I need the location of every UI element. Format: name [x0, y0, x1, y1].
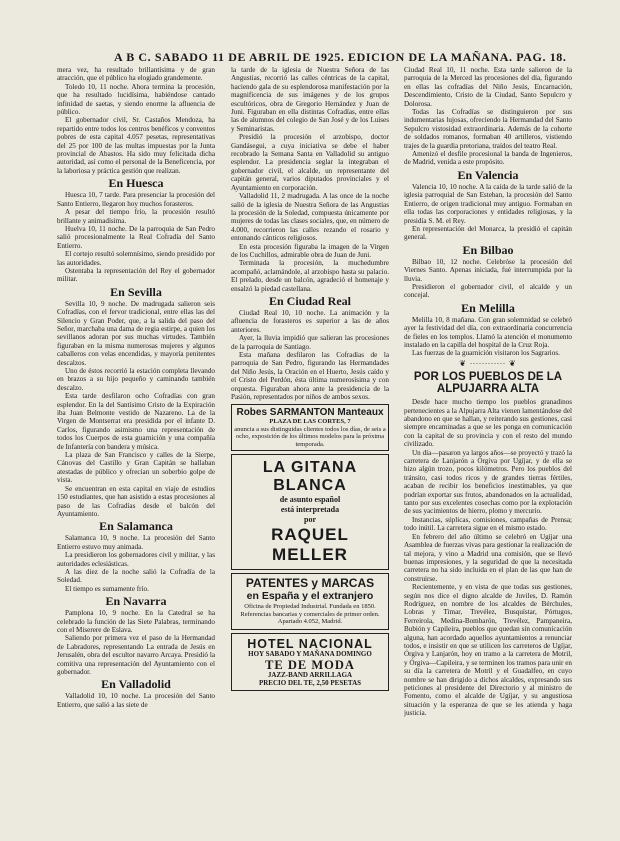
section-heading-salamanca: En Salamanca [99, 519, 173, 534]
ad-line: está interpretada [280, 505, 340, 515]
paragraph: Valladolid 10, 10 noche. La procesión del Santo Entierro, que salió a las siete de [57, 692, 215, 709]
paragraph: A las diez de la noche salió la Cofradía de la Soledad. [57, 567, 215, 585]
paragraph: Desde hace mucho tiempo los pueblos granadinos pertenecientes a la Alpujarra Alta vienen lamentándose del abandono en que se hallan, y reiterando sus gestiones, casi siempre encaminadas a que se les ponga en comunicación con la capital de su provincia y con el resto del mundo civilizado. [404, 398, 572, 449]
ad-body: anuncia a sus distinguidas clientes todos los días, de seis a ocho, exposición de los últimos modelos para la próxima temporada. [234, 425, 386, 448]
paragraph: mera vez, ha resultado brillantísima y de gran atracción, que el público ha elogiado grandemente. [57, 66, 215, 83]
ad-title: Robes SARMANTON Manteaux [236, 407, 384, 419]
paragraph: Valladolid 11, 2 madrugada. A las once de la noche salió de la iglesia de Nuestra Señora de las Angustias la procesión de la Soledad, compuesta únicamente por mujeres de todas las clases sociales, que, en número de 4.000, recorrieron las calles rezando el rosario y entonando cánticos religiosos. [231, 192, 389, 243]
paragraph: Toledo 10, 11 noche. Ahora termina la procesión, que ha resultado lucidísima, habiéndose cantado infinidad de saetas, y siendo enorme la afluencia de público. [57, 82, 215, 117]
column-2 [231, 66, 389, 836]
ad-title: PATENTES y MARCAS [245, 576, 375, 591]
paragraph: Salamanca 10, 9 noche. La procesión del Santo Entierro estuvo muy animada. [57, 534, 215, 551]
paragraph: Las fuerzas de la guarnición visitaron los Sagrarios. [412, 349, 560, 358]
paragraph: Sevilla 10, 9 noche. De madrugada salieron seis Cofradías, con el fervor tradicional, entre ellas las del Silencio y Gran Poder, que, a la salida del paso del Señor, marchaba una dama de regia estirpe, a quien los sevillanos adoran por sus muchas virtudes. También figuraban en la misma numerosas mujeres y algunos caballeros con velas encendidas, y mayoría penitentes descalzos. [57, 299, 215, 367]
advertisement-hotel-nacional [231, 633, 389, 692]
running-head: A B C. SABADO 11 DE ABRIL DE 1925. EDICION DE LA MAÑANA. PAG. 18. [114, 50, 567, 64]
ad-title: HOTEL NACIONAL [247, 636, 373, 651]
paragraph: Instancias, súplicas, comisiones, campañas de Prensa; todo inútil. La carretera sigue en el mismo estado. [404, 515, 572, 533]
section-heading-huesca: En Huesca [108, 176, 164, 191]
column-1 [57, 66, 215, 836]
paragraph: Saliendo por primera vez el paso de la Hermandad de Labradores, representando La entrada de Jesús en Jerusalén, obra del escultor navarro Arcaya. Presidió la comitiva una representación del Ayuntamiento con el gobernador. [57, 634, 215, 676]
paragraph: Esta tarde desfilaron ocho Cofradías con gran esplendor. En la del Santísimo Cristo de la Expiración iba Juan Belmonte vestido de Nazareno. La de la Virgen de Montserrat era presidida por el infante D. Carlos, figurando asimismo una representación de todos los Cuerpos de esta guarnición y una compañía de Infantería con bandera y música. [57, 392, 215, 451]
paragraph: En esta procesión figuraba la imagen de la Virgen de los Cuchillos, admirable obra de Juan de Juni. [231, 242, 389, 259]
paragraph: Bilbao 10, 12 noche. Celebróse la procesión del Viernes Santo. Apenas iniciada, fué interrumpida por la lluvia. [404, 257, 572, 283]
paragraph: Ayer, la lluvia impidió que salieran las procesiones de la parroquia de Santiago. [231, 334, 389, 351]
paragraph: La presidieron los gobernadores civil y militar, y las autoridades eclesiásticas. [57, 551, 215, 568]
paragraph: Esta mañana desfilaron las Cofradías de la parroquia de San Pedro, figurando las Hermandades del Niño Jesús, la Oración en el Huerto, Jesús caído y el Cristo del Perdón, ésta última numerosísima y con orquesta. Figuraban ahora ante la presidencia de la Pasión, representados por niños de ambos sexos. [231, 351, 389, 402]
advertisement-patentes [231, 573, 389, 629]
paragraph: Ciudad Real 10, 10 noche. La animación y la afluencia de forasteros es superior a las de años anteriores. [231, 308, 389, 334]
ornament-divider: ❦ ∙∙∙∙∙∙∙∙∙∙∙∙ ❦ [459, 358, 517, 368]
ad-subtitle: en España y el extranjero [246, 590, 374, 603]
section-heading-valladolid: En Valladolid [101, 677, 171, 692]
section-heading-navarra: En Navarra [105, 594, 167, 609]
section-heading-bilbao: En Bilbao [462, 242, 514, 257]
paragraph: Un día—pasaron ya largos años—se proyectó y trazó la carretera de Lanjarón a Órgiva por Ugíjar, y de ella se hizo algún trozo, pocos kilómetros. Pero los pueblos del tránsito, casi todos ricos y de grandes tierras fértiles, acaban de recibir los beneficios inestimables, ya que podrían exportar sus frutos, abandonados en la actualidad, tanto por sus excelentes cosechas como por la explotación de sus yacimientos de hierro, plomo y mercurio. [404, 448, 572, 516]
ad-address: PLAZA DE LAS CORTES, 7 [269, 418, 351, 426]
ad-film-title: LA GITANA BLANCA [262, 459, 358, 495]
ad-subtitle: HOY SABADO Y MAÑANA DOMINGO [248, 649, 372, 658]
paragraph: Terminada la procesión, la muchedumbre acompañó, aclamándole, al arzobispo hasta su palacio. El prelado, desde un balcón, agradeció el homenaje y ensalzó la piedad castellana. [231, 259, 389, 293]
section-heading-melilla: En Melilla [461, 300, 515, 315]
paragraph: Recientemente, y en vista de que todas sus gestiones, según nos dice el digno alcalde de Juviles, D. Ramón Rodríguez, en nombre de los alcaldes de Bérchules, Lobras y Timar, Trevélez, Busquístar, Pórtugos, Ferreirola, Medina-Bombarón, Trevélez, Pampaneira, Bubión y Capileira, pueblos que quedan sin comunicación alguna, han acordado aquellos ayuntamientos a renunciar todos, e insistir en que se utilicen los carreteros de Ugíjar, Órgiva y Lanjarón, hoy en tramo a la carretera de Motril, y Órgiva—Capileira, y se terminen los tramos para unir en su día la carretera de Motril y el Guadalfeo, en cuyo nombre se han dirigido a dichos alcaldes, expresando sus peticiones al presidente del Directorio y al ministro de Fomento, como el alcalde de Ugíjar, y su angustiosa situación y la esperanza de que se les atienda y haga justicia. [404, 583, 572, 718]
section-heading-ciudad-real: En Ciudad Real [268, 293, 352, 308]
paragraph: Huelva 10, 11 noche. De la parroquia de San Pedro salió procesionalmente la Real Cofradía del Santo Entierro. [57, 224, 215, 250]
paragraph: Ostentaba la representación del Rey el gobernador militar. [57, 266, 215, 284]
ad-main: TE DE MODA [265, 658, 355, 673]
paragraph: la tarde de la iglesia de Nuestra Señora de las Angustias, recorrió las calles céntricas de la capital, haciendo gala de su esplendorosa manifestación por la magnificencia de sus imágenes y de los grupos escultóricos, obra de Gregorio Hernández y Juan de Juni. Figuraban en ella distintas Cofradías, entre ellas las de alumnos del colegio de San José y de los Luises y Seminaristas. [231, 66, 389, 133]
paragraph: Valencia 10, 10 noche. A la caída de la tarde salió de la iglesia parroquial de San Esteban, la procesión del Santo Entierro, de origen tradicional muy antiguo. Formaban en ella todas las corporaciones y entidades religiosas, y la presidía S. M. el Rey. [404, 182, 572, 225]
paragraph: El cortejo resultó solemnísimo, siendo presidido por las autoridades. [57, 250, 215, 267]
article-headline: POR LOS PUEBLOS DE LA ALPUJARRA ALTA [413, 371, 563, 396]
paragraph: A pesar del tiempo frío, la procesión resultó brillante y animadísima. [57, 208, 215, 225]
ad-line: por [304, 515, 316, 525]
ad-jazz: JAZZ-BAND ARRILLAGA [267, 671, 353, 680]
paragraph: El tiempo es sumamente frío. [65, 584, 149, 593]
ad-line: de asunto español [279, 495, 341, 505]
paragraph: Huesca 10, 7 tarde. Para presenciar la procesión del Santo Entierro, llegaron hoy muchos forasteros. [57, 191, 215, 208]
paragraph: Uno de éstos recorrió la estación completa llevando en brazos a su hijo pequeño y caminando también descalzo. [57, 367, 215, 392]
section-heading-sevilla: En Sevilla [110, 284, 162, 299]
paragraph: Pamplona 10, 9 noche. En la Catedral se ha celebrado la función de las Siete Palabras, terminando con el Miserere de Eslava. [57, 609, 215, 634]
paragraph: En febrero del año último se celebró en Ugíjar una Asamblea de fuerzas vivas para gestionar la realización de tal mejora, y vino a Madrid una comisión, que se llevó buenas impresiones, y la seguridad de que la necesitada carretera no ha sido incluida en el plan de las que han de construirse. [404, 532, 572, 583]
paragraph: Presidió la procesión el arzobispo, doctor Gandásegui, a cuya iniciativa se debe el haber recobrado la Semana Santa en Valladolid su antiguo esplendor. La presidencia seglar la integraban el gobernador civil, el alcalde, un representante del capitán general, varios diputados provinciales y el Ayuntamiento en corporación. [231, 133, 389, 192]
advertisement-sarmanton [231, 404, 389, 451]
ad-body: Oficina de Propiedad Industrial. Fundada en 1850. Referencias bancarias y comerciales de primer orden. Apartado 4.052, Madrid. [240, 603, 380, 626]
paragraph: Ciudad Real 10, 11 noche. Esta tarde salieron de la parroquia de la Merced las procesiones del día, figurando en ellas las cofradías del Niño Jesús, Encarnación, Descendimiento, Cristo de la Ciudad, Santo Sepulcro y Dolorosa. [404, 66, 572, 108]
paragraph: La plaza de San Francisco y calles de la Sierpe, Cánovas del Castillo y Gran Capitán se hallaban atestadas de público y ofrecían un soberbio golpe de vista. [57, 451, 215, 485]
paragraph: Todas las Cofradías se distinguieron por sus indumentarias lujosas, ofreciendo la Hermandad del Santo Sepulcro vistosidad extraordinaria. Además de la cohorte de soldados romanos, formaban 40 artilleros, vistiendo trajes de la guardia pretoriana, traídos del teatro Real. [404, 108, 572, 150]
ad-star-name: RAQUEL MELLER [271, 525, 349, 565]
advertisement-gitana-blanca [231, 454, 389, 570]
paragraph: El gobernador civil, Sr. Castaños Mendoza, ha repartido entre todos los centros benéficos y conventos pobres de esta capital 4.057 pesetas, representativas del 25 por 100 de las multas impuestas por la Junta provincial de Abastos. Ha sido muy felicitada dicha autoridad, así como el personal de la Beneficencia, por la laboriosa y práctica gestión que realizan. [57, 116, 215, 175]
paragraph: Se encuentran en esta capital en viaje de estudios 150 estudiantes, que han asistido a estas procesiones al paso de las Cofradías desde el balcón del Ayuntamiento. [57, 484, 215, 518]
paragraph: Presidieron el gobernador civil, el alcalde y un concejal. [404, 282, 572, 300]
section-heading-valencia: En Valencia [457, 167, 519, 182]
column-3 [404, 66, 572, 836]
paragraph: En representación del Monarca, la presidió el capitán general. [404, 224, 572, 242]
paragraph: Melilla 10, 8 mañana. Con gran solemnidad se celebró ayer la festividad del día, con extraordinaria concurrencia de fieles en los templos. Llamó la atención el monumento instalado en la capilla del hospital de la Cruz Roja. [404, 315, 572, 349]
paragraph: Amenizó el desfile procesional la banda de Ingenieros, de Madrid, venida a este propósito. [404, 150, 572, 167]
ad-price: PRECIO DEL TE, 2,50 PESETAS [258, 678, 362, 687]
